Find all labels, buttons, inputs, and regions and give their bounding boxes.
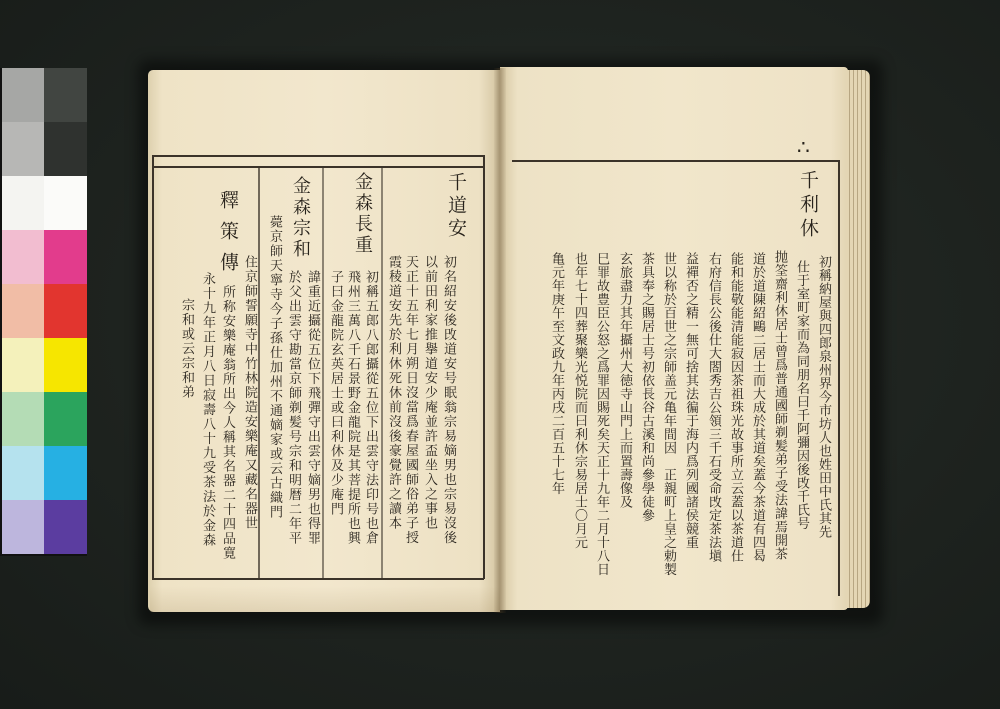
gray-patch-light <box>2 122 44 176</box>
text-column: 諱重近攝從五位下飛彈守出雲守嫡男也得罪 <box>305 270 320 546</box>
frame-left-rule <box>152 155 154 579</box>
gray-patch-dark <box>44 68 87 122</box>
section-divider <box>322 166 324 578</box>
pale-yellow-patch <box>2 338 44 392</box>
text-column: 霞稜道安先於利休死休前沒後豪覺許之讀本 <box>386 255 401 531</box>
entry-title: 釋策傳 <box>217 190 239 283</box>
white-patch <box>44 176 87 230</box>
text-column: 亀元年庚午至文政九年丙戌二百五十七年 <box>549 252 564 495</box>
text-column: 住京師誓願寺中竹林院造安樂庵又藏名器世 <box>242 255 257 531</box>
cyan-patch <box>44 446 87 500</box>
entry-title: 千利休 <box>797 170 819 242</box>
section-mark: ∴ <box>797 135 810 159</box>
frame-right-rule <box>838 160 840 596</box>
gray-patch-light <box>2 68 44 122</box>
text-column: 天正十五年七月朔日沒當爲春屋國師俗弟子授 <box>403 255 418 545</box>
text-column: 以前田利家推擧道安少庵並許盃坐入之事也 <box>422 255 437 531</box>
frame-top-rule <box>512 160 838 162</box>
text-column: 能和能敬能清能寂因茶祖珠光故事所立云蓋以茶道仕 <box>728 252 743 563</box>
frame-bottom-rule <box>152 578 484 580</box>
text-column: 仕于室町家而為同朋名曰千阿彌因後攺千氏号 <box>794 260 809 530</box>
pale-cyan-patch <box>2 446 44 500</box>
pale-green-patch <box>2 392 44 446</box>
text-column: 初稱納屋與四郎泉州界今市坊人也姓田中氏其先 <box>816 255 831 539</box>
text-column: 宗和或云宗和弟 <box>179 298 194 400</box>
entry-title: 千道安 <box>445 172 467 241</box>
pink-patch <box>2 230 44 284</box>
magenta-patch <box>44 230 87 284</box>
frame-inner-top-rule <box>152 166 484 168</box>
text-column: 茶具奉之賜居士号初依長谷古溪和尚參學徒參 <box>639 252 654 522</box>
text-column: 也年七十四葬聚樂光悦院而曰利休宗易居士〇月元 <box>572 252 587 549</box>
gray-patch-dark <box>44 122 87 176</box>
text-column: 永十九年正月八日寂壽八十九受茶法於金森 <box>200 272 215 548</box>
text-column: 飛州三萬八千石景野金龍院是其菩提所也興 <box>345 270 360 546</box>
text-column: 世以称於百世之宗師盖元亀年間因 正親町上皇之勅製 <box>661 252 676 576</box>
left-page-edge <box>150 586 500 612</box>
text-column: 薨京師天寧寺今子孫仕加州不通嫡家或云古織門 <box>267 215 282 520</box>
text-column: 右府信長公後仕大閤秀吉公領三千石受命攺定茶法塡 <box>706 252 721 563</box>
purple-patch <box>44 500 87 554</box>
text-column: 道於道陳紹鷗二居士而大成於其道矣蓋今茶道有四曷 <box>750 252 765 563</box>
text-column: 巳罪故豊臣公怒之爲罪因賜死矣天正十九年二月十八日 <box>594 252 609 576</box>
book-gutter <box>494 68 506 613</box>
text-column: 子曰金龍院玄英居士或曰利休及少庵門 <box>328 270 343 517</box>
color-calibration-chart <box>0 68 87 556</box>
page-stack-edge <box>846 70 870 608</box>
frame-top-rule <box>152 155 484 157</box>
frame-right-rule <box>483 155 485 579</box>
pale-purple-patch <box>2 500 44 554</box>
green-patch <box>44 392 87 446</box>
salmon-patch <box>2 284 44 338</box>
red-patch <box>44 284 87 338</box>
text-column: 初名紹安後攺道安号眠翁宗易嫡男也宗易沒後 <box>441 255 456 545</box>
text-column: 益禪否之精一無可捨其法徧于海内爲列國諸侯競重 <box>683 252 698 549</box>
text-column: 抛筌齋利休居士曾爲普通國師剃髪弟子受法諱焉開茶 <box>772 250 787 561</box>
text-column: 初稱五郎八郎攝從五位下出雲守法印号也倉 <box>363 270 378 546</box>
text-column: 於父出雲守勘當京師剃髪号宗和明暦二年平 <box>286 270 301 546</box>
entry-title: 金森長重 <box>352 172 373 256</box>
entry-title: 金森宗和 <box>290 176 311 260</box>
white-patch <box>2 176 44 230</box>
text-column: 所称安樂庵翁所出今人稱其名器二十四品寛 <box>220 285 235 561</box>
text-column: 玄旅盡力其年攝州大徳寺山門上而置壽像及 <box>617 252 632 509</box>
yellow-patch <box>44 338 87 392</box>
